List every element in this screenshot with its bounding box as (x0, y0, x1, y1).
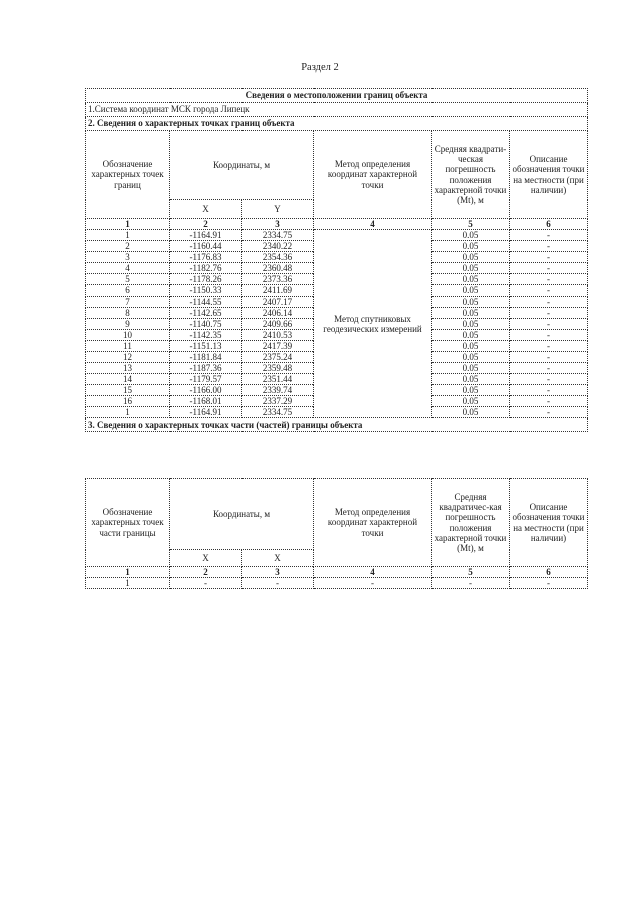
cell-description: - (510, 230, 588, 241)
cell-description: - (510, 374, 588, 385)
cell-point: 9 (86, 318, 170, 329)
cell-error: - (432, 578, 510, 589)
header-x: X (170, 200, 242, 219)
cell-y: 2334.75 (242, 230, 314, 241)
col-number: 4 (314, 219, 432, 230)
cell-point: 3 (86, 252, 170, 263)
cell-point: 14 (86, 374, 170, 385)
cell-description: - (510, 296, 588, 307)
header-y: Y (242, 200, 314, 219)
col-number: 2 (170, 219, 242, 230)
cell-x: -1142.35 (170, 329, 242, 340)
cell-y: 2337.29 (242, 396, 314, 407)
col-number: 5 (432, 567, 510, 578)
cell-error: 0.05 (432, 296, 510, 307)
cell-x: -1164.91 (170, 407, 242, 418)
cell-description: - (510, 340, 588, 351)
header-x: X (170, 550, 242, 567)
cell-y: 2411.69 (242, 285, 314, 296)
section-2-heading: 2. Сведения о характерных точках границ объекта (86, 117, 588, 131)
cell-point: 11 (86, 340, 170, 351)
cell-description: - (510, 274, 588, 285)
cell-y: 2339.74 (242, 385, 314, 396)
cell-error: 0.05 (432, 274, 510, 285)
cell-description: - (510, 241, 588, 252)
cell-x: -1164.91 (170, 230, 242, 241)
cell-point: 5 (86, 274, 170, 285)
cell-description: - (510, 578, 588, 589)
cell-y: 2360.48 (242, 263, 314, 274)
cell-y: 2359.48 (242, 363, 314, 374)
header-description: Описание обозначения точки на местности (при наличии) (510, 131, 588, 219)
cell-description: - (510, 351, 588, 362)
cell-point: 13 (86, 363, 170, 374)
cell-error: 0.05 (432, 385, 510, 396)
col-number: 4 (314, 567, 432, 578)
cell-y: 2340.22 (242, 241, 314, 252)
cell-error: 0.05 (432, 307, 510, 318)
cell-point: 6 (86, 285, 170, 296)
cell-point: 1 (86, 407, 170, 418)
cell-description: - (510, 385, 588, 396)
cell-error: 0.05 (432, 351, 510, 362)
cell-point: 8 (86, 307, 170, 318)
coordinate-system: 1.Система координат МСК города Липецк (86, 103, 588, 117)
cell-description: - (510, 329, 588, 340)
cell-x: -1181.84 (170, 351, 242, 362)
header-point: Обозначение характерных точек части границы (86, 479, 170, 567)
cell-error: 0.05 (432, 407, 510, 418)
cell-method: Метод спутниковых геодезических измерений (314, 230, 432, 418)
cell-y: 2375.24 (242, 351, 314, 362)
cell-point: 4 (86, 263, 170, 274)
cell-description: - (510, 363, 588, 374)
cell-point: 1 (86, 230, 170, 241)
cell-point: 2 (86, 241, 170, 252)
cell-point: 15 (86, 385, 170, 396)
cell-y: 2409.66 (242, 318, 314, 329)
col-number: 6 (510, 567, 588, 578)
cell-x: -1187.36 (170, 363, 242, 374)
table-row (86, 578, 588, 589)
cell-error: 0.05 (432, 318, 510, 329)
cell-error: 0.05 (432, 263, 510, 274)
table-title: Сведения о местоположении границ объекта (86, 89, 588, 103)
col-number: 1 (86, 219, 170, 230)
cell-y: 2417.39 (242, 340, 314, 351)
header-method: Метод определения координат характерной точки (314, 131, 432, 219)
cell-error: 0.05 (432, 396, 510, 407)
page-title: Раздел 2 (301, 62, 339, 73)
cell-x: -1182.76 (170, 263, 242, 274)
col-number: 3 (242, 219, 314, 230)
cell-x: -1178.26 (170, 274, 242, 285)
cell-error: 0.05 (432, 374, 510, 385)
cell-x: -1144.55 (170, 296, 242, 307)
cell-error: 0.05 (432, 340, 510, 351)
cell-error: 0.05 (432, 230, 510, 241)
cell-x: -1151.13 (170, 340, 242, 351)
cell-y: 2351.44 (242, 374, 314, 385)
cell-x: -1179.57 (170, 374, 242, 385)
cell-x: -1160.44 (170, 241, 242, 252)
cell-description: - (510, 396, 588, 407)
cell-y: 2410.53 (242, 329, 314, 340)
cell-y: 2354.36 (242, 252, 314, 263)
header-point: Обозначение характерных точек границ (86, 131, 170, 219)
cell-x: - (170, 578, 242, 589)
cell-x: -1140.75 (170, 318, 242, 329)
cell-description: - (510, 318, 588, 329)
col-number: 3 (242, 567, 314, 578)
header-error: Средняя квадратичес-кая погрешность положения характерной точки (Mt), м (432, 479, 510, 567)
col-number: 2 (170, 567, 242, 578)
cell-point: 7 (86, 296, 170, 307)
section-3-heading: 3. Сведения о характерных точках части (частей) границы объекта (86, 418, 588, 432)
cell-point: 16 (86, 396, 170, 407)
header-method: Метод определения координат характерной точки (314, 479, 432, 567)
col-number: 1 (86, 567, 170, 578)
cell-description: - (510, 307, 588, 318)
part-boundary-points-table (85, 478, 588, 589)
cell-x: -1168.01 (170, 396, 242, 407)
cell-method: - (314, 578, 432, 589)
boundary-points-table (85, 88, 588, 432)
header-error: Средняя квадрати-ческая погрешность положения характерной точки (Mt), м (432, 131, 510, 219)
cell-y: 2334.75 (242, 407, 314, 418)
cell-x: -1142.65 (170, 307, 242, 318)
cell-error: 0.05 (432, 329, 510, 340)
header-coords: Координаты, м (170, 131, 314, 200)
col-number: 5 (432, 219, 510, 230)
cell-error: 0.05 (432, 252, 510, 263)
table-row (86, 230, 588, 241)
cell-y: 2406.14 (242, 307, 314, 318)
header-coords: Координаты, м (170, 479, 314, 550)
col-number: 6 (510, 219, 588, 230)
cell-error: 0.05 (432, 363, 510, 374)
cell-y: 2373.36 (242, 274, 314, 285)
cell-point: 12 (86, 351, 170, 362)
cell-x: -1166.00 (170, 385, 242, 396)
cell-point: 1 (86, 578, 170, 589)
header-x: X (242, 550, 314, 567)
cell-description: - (510, 252, 588, 263)
cell-x: -1176.83 (170, 252, 242, 263)
cell-description: - (510, 263, 588, 274)
cell-error: 0.05 (432, 285, 510, 296)
cell-error: 0.05 (432, 241, 510, 252)
cell-y: 2407.17 (242, 296, 314, 307)
cell-x: -1150.33 (170, 285, 242, 296)
cell-point: 10 (86, 329, 170, 340)
cell-description: - (510, 407, 588, 418)
header-description: Описание обозначения точки на местности (при наличии) (510, 479, 588, 567)
cell-y: - (242, 578, 314, 589)
cell-description: - (510, 285, 588, 296)
